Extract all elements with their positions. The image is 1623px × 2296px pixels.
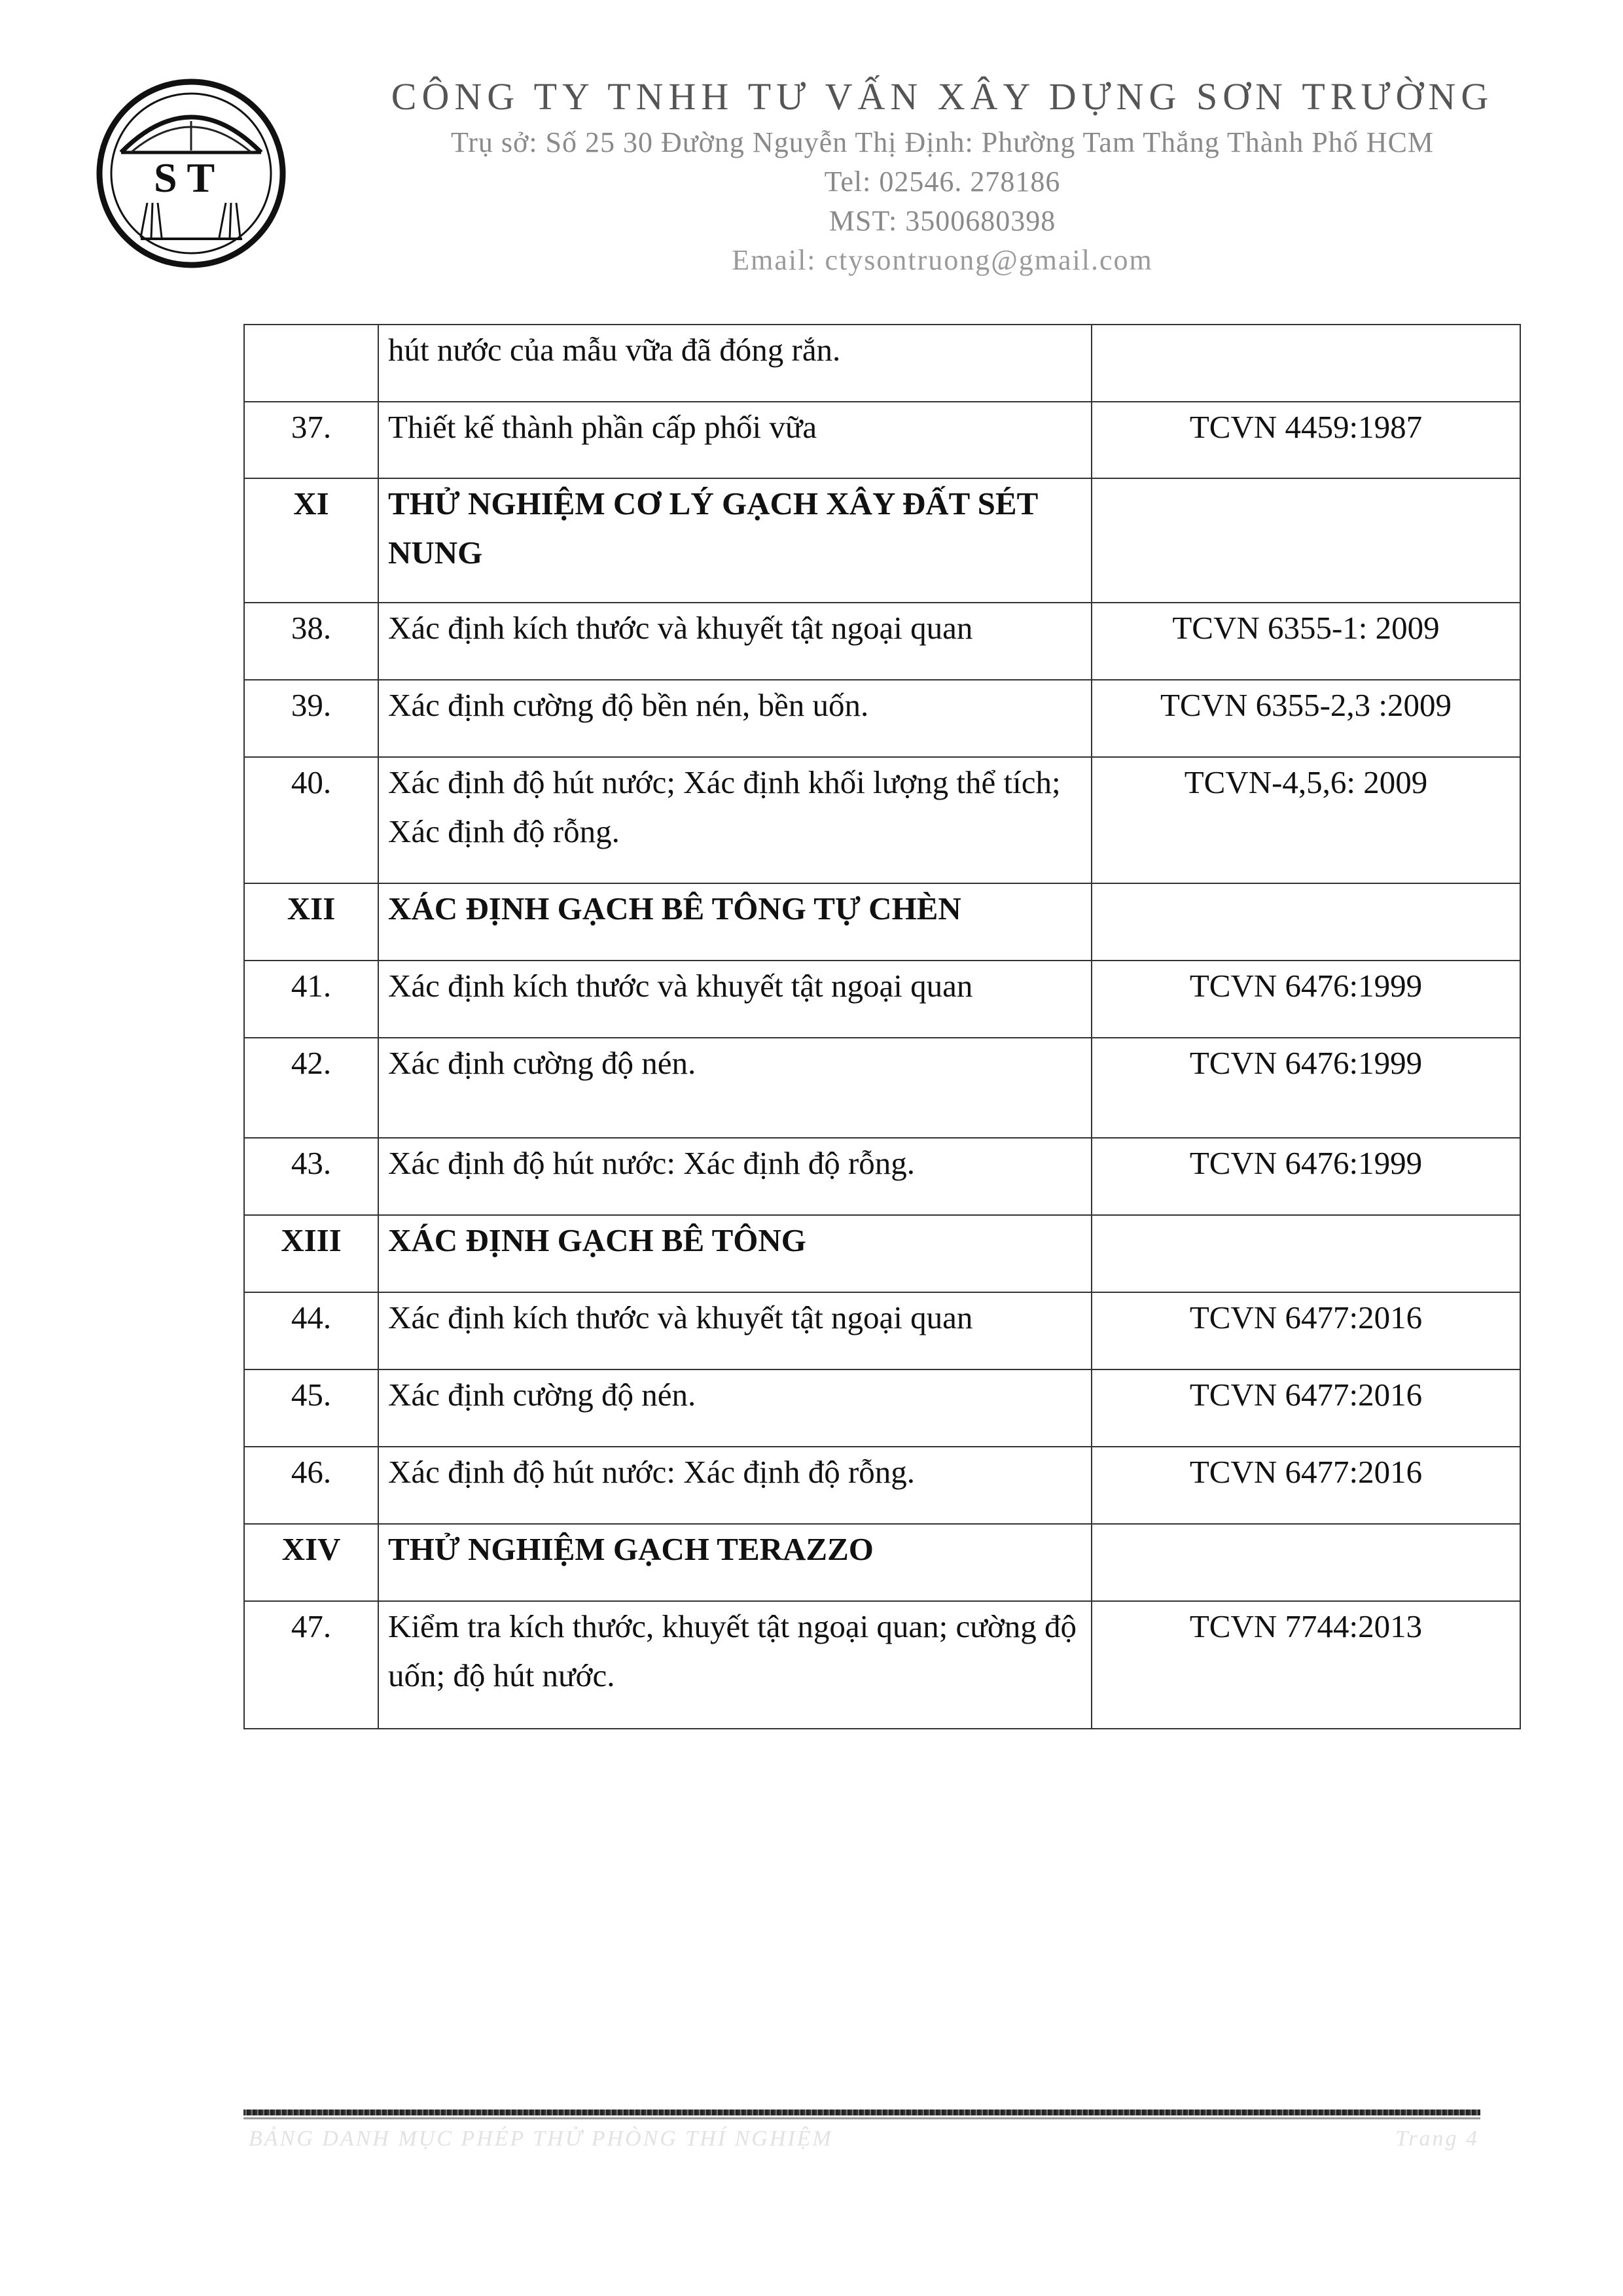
cell-num: 38. xyxy=(244,603,378,680)
table-row xyxy=(244,402,1520,478)
section-row xyxy=(244,1215,1520,1292)
cell-desc: Kiểm tra kích thước, khuyết tật ngoại quan; cường độ uốn; độ hút nước. xyxy=(378,1601,1092,1729)
company-tax-code: MST: 3500680398 xyxy=(829,205,1056,237)
cell-desc: Xác định kích thước và khuyết tật ngoại quan xyxy=(378,603,1092,680)
section-row xyxy=(244,883,1520,961)
cell-std: TCVN 6476:1999 xyxy=(1092,1138,1520,1215)
table-row xyxy=(244,325,1520,402)
company-email: Email: ctysontruong@gmail.com xyxy=(732,244,1153,276)
footer xyxy=(249,2127,1479,2151)
table-row xyxy=(244,680,1520,757)
cell-std xyxy=(1092,883,1520,961)
cell-desc: Xác định cường độ bền nén, bền uốn. xyxy=(378,680,1092,757)
cell-num: XIV xyxy=(244,1524,378,1601)
cell-desc: THỬ NGHIỆM CƠ LÝ GẠCH XÂY ĐẤT SÉT NUNG xyxy=(378,478,1092,603)
cell-desc: Xác định kích thước và khuyết tật ngoại quan xyxy=(378,961,1092,1038)
cell-std xyxy=(1092,1215,1520,1292)
cell-desc: Xác định độ hút nước: Xác định độ rỗng. xyxy=(378,1447,1092,1524)
table-row xyxy=(244,1292,1520,1369)
cell-num: 39. xyxy=(244,680,378,757)
company-logo xyxy=(95,75,288,272)
cell-num: 41. xyxy=(244,961,378,1038)
cell-num: 47. xyxy=(244,1601,378,1729)
cell-std: TCVN 6476:1999 xyxy=(1092,1038,1520,1138)
table-row xyxy=(244,1038,1520,1138)
cell-num: XI xyxy=(244,478,378,603)
cell-std xyxy=(1092,478,1520,603)
cell-desc: XÁC ĐỊNH GẠCH BÊ TÔNG TỰ CHÈN xyxy=(378,883,1092,961)
cell-num: XIII xyxy=(244,1215,378,1292)
cell-std xyxy=(1092,325,1520,402)
letterhead xyxy=(366,71,1518,280)
footer-divider-thin xyxy=(243,2117,1480,2119)
cell-desc: Xác định cường độ nén. xyxy=(378,1038,1092,1138)
table-row xyxy=(244,1369,1520,1447)
cell-std: TCVN 4459:1987 xyxy=(1092,402,1520,478)
cell-std: TCVN 6477:2016 xyxy=(1092,1447,1520,1524)
footer-page-number: Trang 4 xyxy=(1395,2127,1479,2151)
table-row xyxy=(244,1601,1520,1729)
table-row xyxy=(244,603,1520,680)
table-row xyxy=(244,961,1520,1038)
cell-std: TCVN 6477:2016 xyxy=(1092,1369,1520,1447)
cell-num: 37. xyxy=(244,402,378,478)
cell-num: 42. xyxy=(244,1038,378,1138)
table-body xyxy=(244,325,1520,1729)
cell-std xyxy=(1092,1524,1520,1601)
section-row xyxy=(244,478,1520,603)
company-tel: Tel: 02546. 278186 xyxy=(824,166,1061,198)
test-list-table xyxy=(243,324,1521,1729)
cell-desc: Xác định độ hút nước: Xác định độ rỗng. xyxy=(378,1138,1092,1215)
cell-num: XII xyxy=(244,883,378,961)
section-row xyxy=(244,1524,1520,1601)
table-row xyxy=(244,757,1520,883)
cell-std: TCVN-4,5,6: 2009 xyxy=(1092,757,1520,883)
cell-num: 40. xyxy=(244,757,378,883)
cell-num xyxy=(244,325,378,402)
cell-desc: Xác định cường độ nén. xyxy=(378,1369,1092,1447)
cell-num: 46. xyxy=(244,1447,378,1524)
cell-desc: XÁC ĐỊNH GẠCH BÊ TÔNG xyxy=(378,1215,1092,1292)
footer-title: BẢNG DANH MỤC PHÉP THỬ PHÒNG THÍ NGHIỆM xyxy=(249,2127,833,2151)
cell-num: 44. xyxy=(244,1292,378,1369)
cell-std: TCVN 6355-1: 2009 xyxy=(1092,603,1520,680)
cell-num: 45. xyxy=(244,1369,378,1447)
cell-std: TCVN 6476:1999 xyxy=(1092,961,1520,1038)
company-name: CÔNG TY TNHH TƯ VẤN XÂY DỰNG SƠN TRƯỜNG xyxy=(391,75,1494,118)
cell-std: TCVN 7744:2013 xyxy=(1092,1601,1520,1729)
cell-std: TCVN 6477:2016 xyxy=(1092,1292,1520,1369)
cell-num: 43. xyxy=(244,1138,378,1215)
footer-divider xyxy=(243,2110,1480,2115)
cell-desc: hút nước của mẫu vữa đã đóng rắn. xyxy=(378,325,1092,402)
cell-desc: Xác định kích thước và khuyết tật ngoại quan xyxy=(378,1292,1092,1369)
table-row xyxy=(244,1138,1520,1215)
cell-desc: THỬ NGHIỆM GẠCH TERAZZO xyxy=(378,1524,1092,1601)
cell-desc: Xác định độ hút nước; Xác định khối lượng thể tích; Xác định độ rỗng. xyxy=(378,757,1092,883)
cell-desc: Thiết kế thành phần cấp phối vữa xyxy=(378,402,1092,478)
table-row xyxy=(244,1447,1520,1524)
company-address: Trụ sở: Số 25 30 Đường Nguyễn Thị Định: Phường Tam Thắng Thành Phố HCM xyxy=(450,126,1435,158)
logo-letters: S T xyxy=(154,154,215,201)
cell-std: TCVN 6355-2,3 :2009 xyxy=(1092,680,1520,757)
